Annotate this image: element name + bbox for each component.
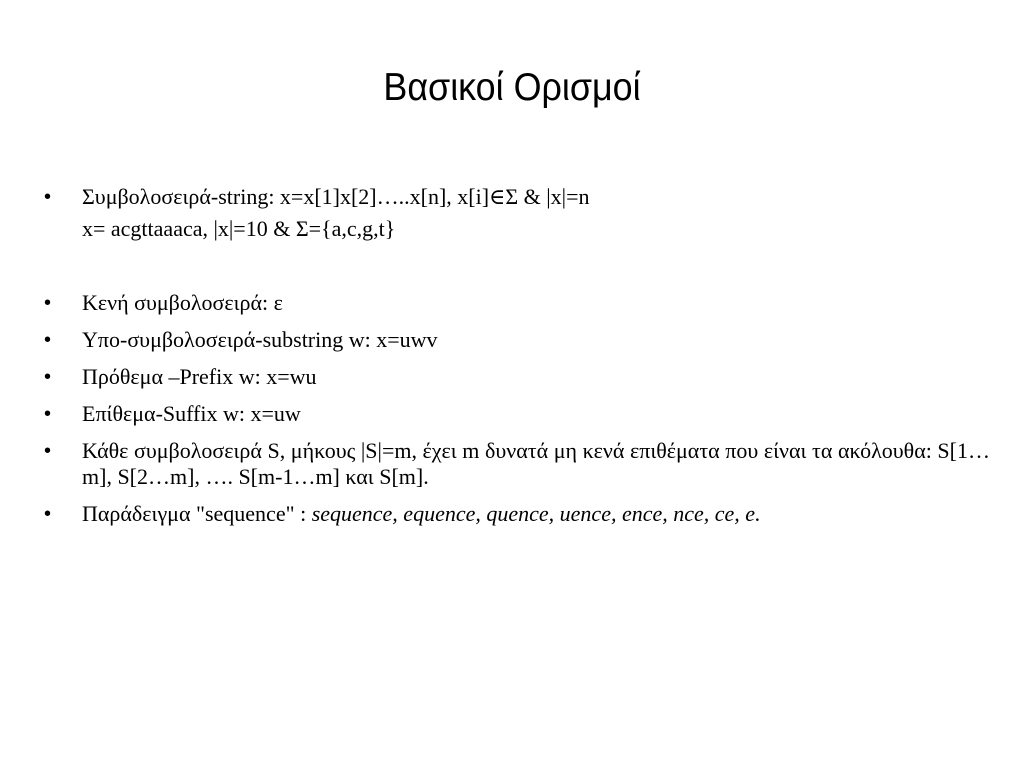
bullet-item-substring [44, 327, 990, 353]
bullet-dot-icon: • [44, 403, 52, 425]
slide-title: Βασικοί Ορισμοί [383, 66, 641, 109]
bullet-text: Κάθε συμβολοσειρά S, μήκους |S|=m, έχει m δυνατά μη κενά επιθέματα που είναι τα ακόλουθα: S[1…m], S[2…m], …. S[m-1…m] και S[m]. [82, 438, 990, 489]
bullet-text-wrapper [82, 501, 990, 527]
example-label: Παράδειγμα "sequence" : [82, 501, 312, 526]
bullet-item-example [44, 501, 990, 527]
bullet-list [44, 184, 990, 527]
bullet-text: Συμβολοσειρά-string: x=x[1]x[2]…..x[n], x[i]∈Σ & |x|=n [82, 184, 590, 209]
bullet-dot-icon: • [44, 329, 52, 351]
bullet-text: Πρόθεμα –Prefix w: x=wu [82, 364, 317, 389]
bullet-dot-icon: • [44, 292, 52, 314]
slide-body [44, 184, 990, 538]
bullet-dot-icon: • [44, 440, 52, 462]
bullet-text: Υπο-συμβολοσειρά-substring w: x=uwv [82, 327, 438, 352]
bullet-dot-icon: • [44, 503, 52, 525]
bullet-item-suffix [44, 401, 990, 427]
bullet-item-suffix-count [44, 438, 990, 490]
bullet-item-prefix [44, 364, 990, 390]
bullet-text: Επίθεμα-Suffix w: x=uw [82, 401, 301, 426]
bullet-dot-icon: • [44, 186, 52, 208]
string-example-line [44, 216, 990, 242]
bullet-dot-icon: • [44, 366, 52, 388]
bullet-item-string-definition [44, 184, 990, 210]
bullet-text: Κενή συμβολοσειρά: ε [82, 290, 283, 315]
suffix-example-list: sequence, equence, quence, uence, ence, nce, ce, e. [311, 501, 761, 526]
example-text: x= acgttaaaca, |x|=10 & Σ={a,c,g,t} [82, 216, 396, 241]
bullet-item-empty-string [44, 290, 990, 316]
